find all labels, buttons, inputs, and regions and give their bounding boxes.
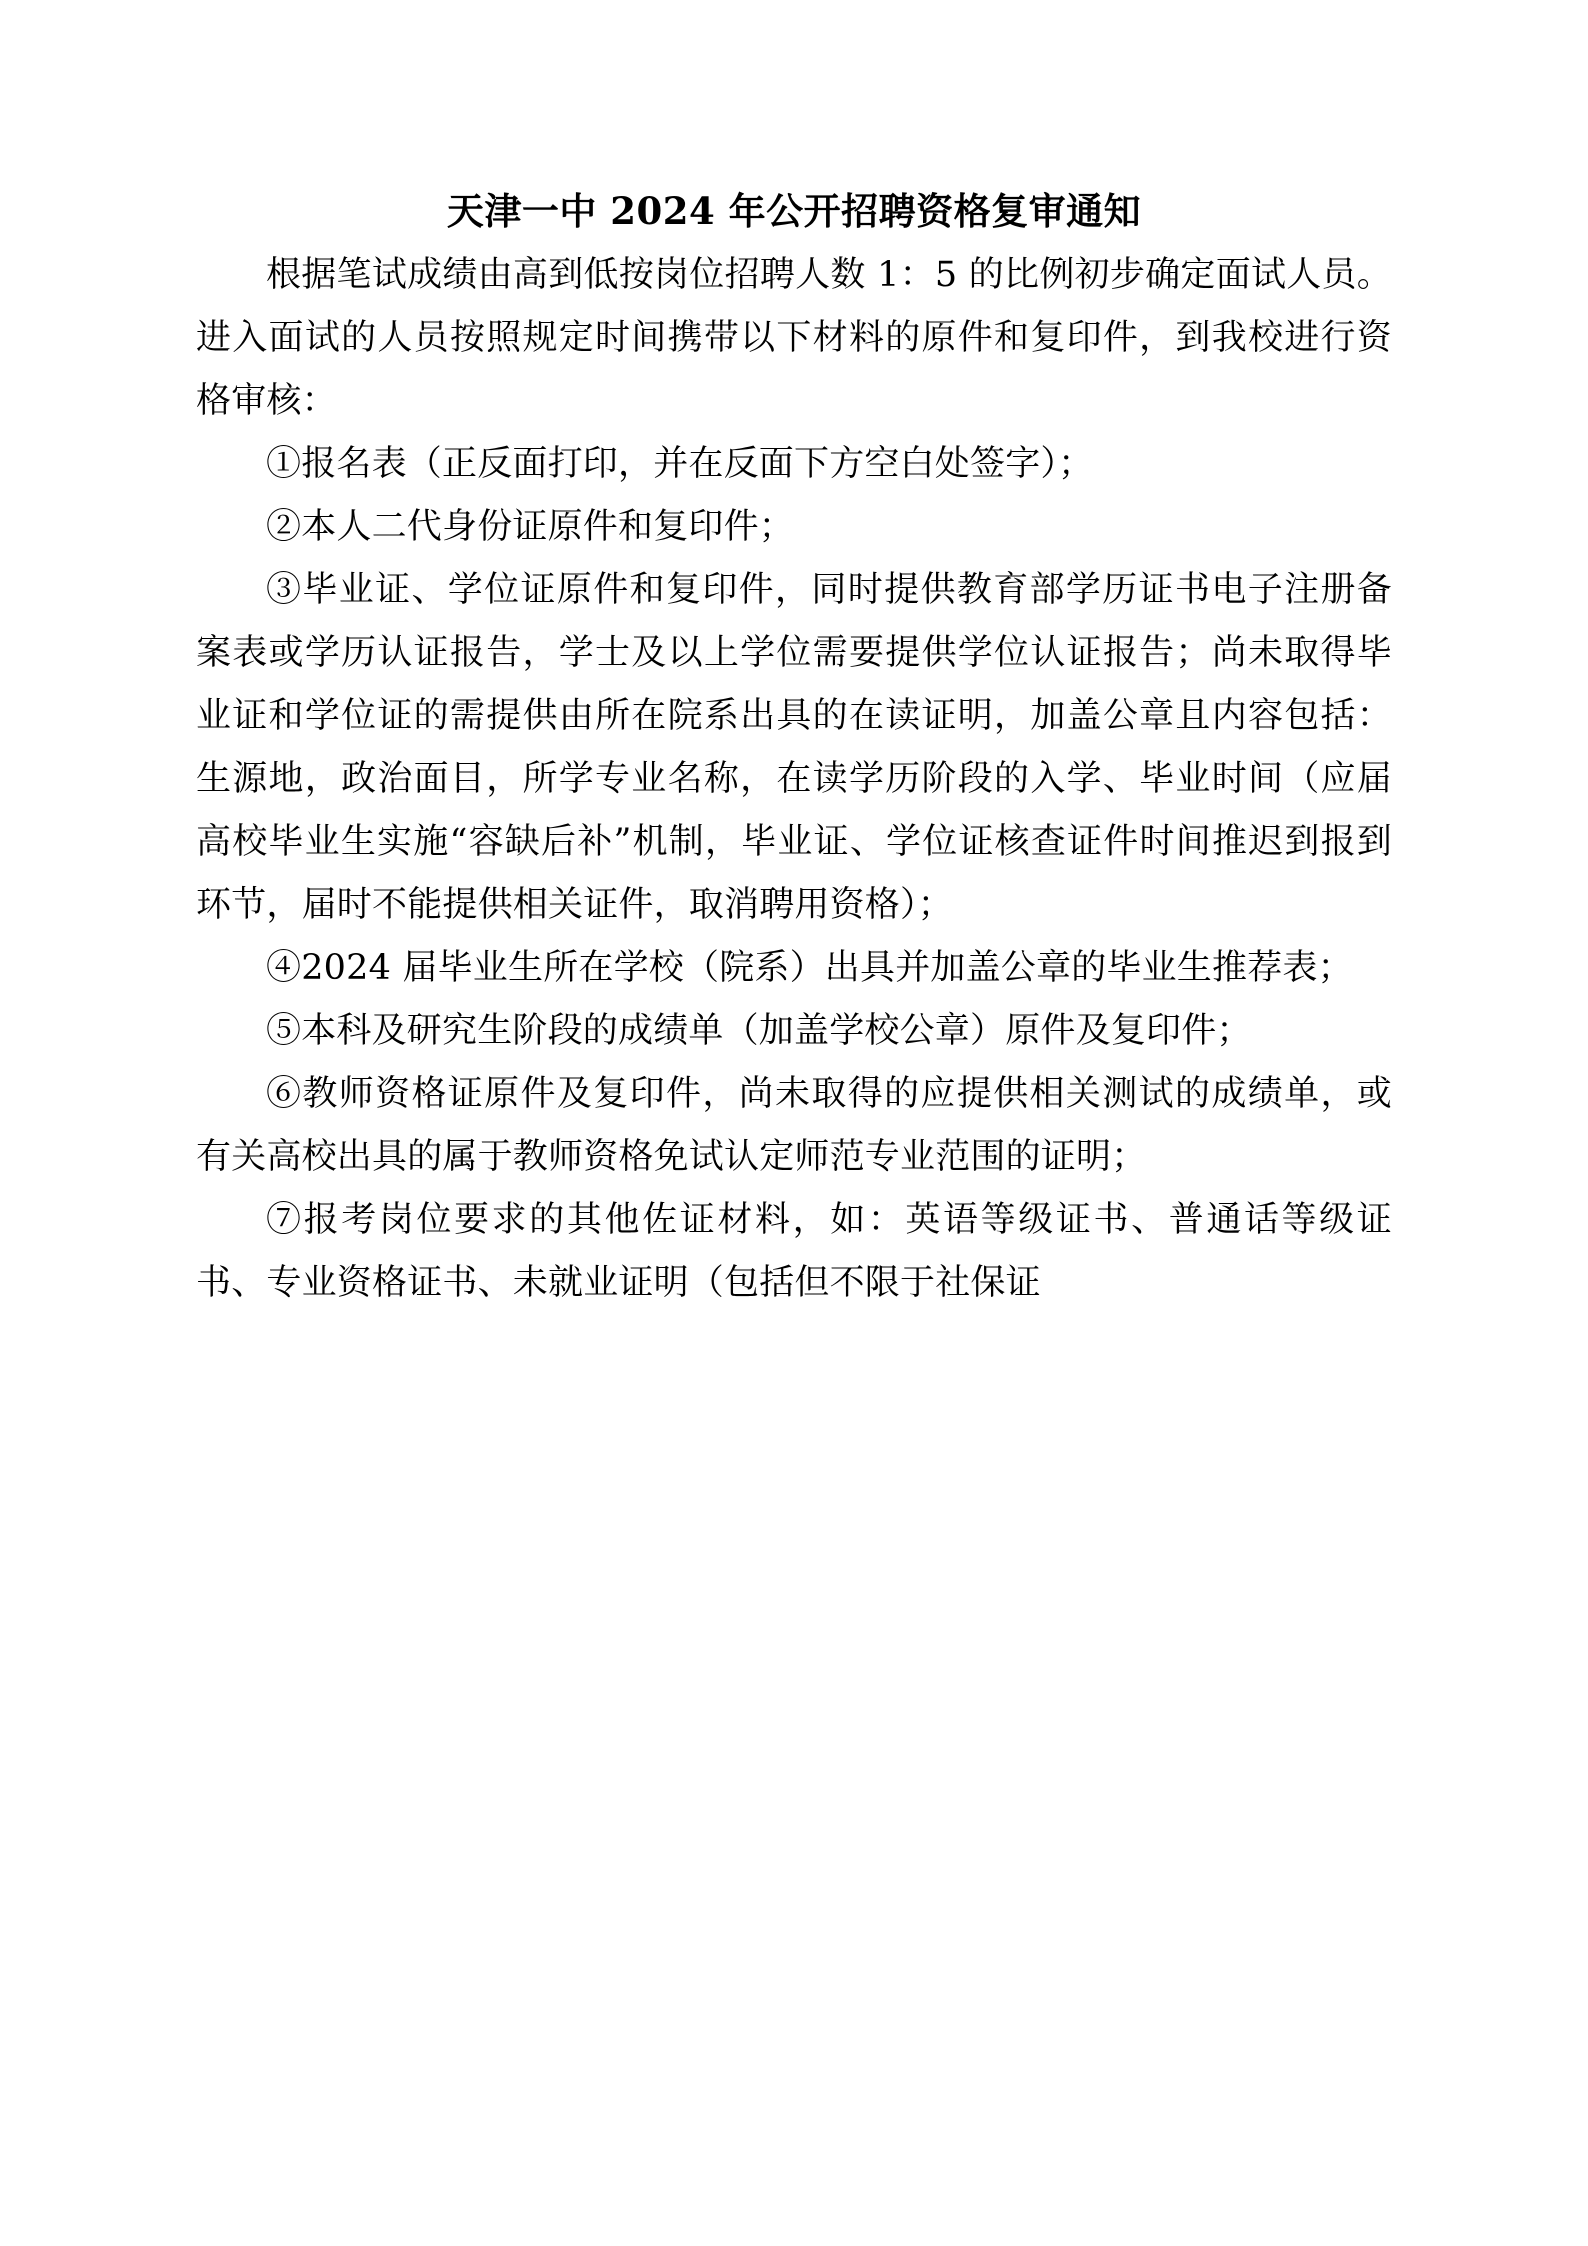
paragraph-intro: 根据笔试成绩由高到低按岗位招聘人数 1：5 的比例初步确定面试人员。进入面试的人员按照规定时间携带以下材料的原件和复印件，到我校进行资格审核：: [196, 254, 1392, 421]
paragraph-item-2: ②本人二代身份证原件和复印件；: [266, 506, 795, 547]
page-title: 天津一中 2024 年公开招聘资格复审通知: [446, 189, 1142, 233]
paragraph-item-6: ⑥教师资格证原件及复印件，尚未取得的应提供相关测试的成绩单，或有关高校出具的属于教师资格免试认定师范专业范围的证明；: [196, 1073, 1392, 1177]
paragraph-item-3: ③毕业证、学位证原件和复印件，同时提供教育部学历证书电子注册备案表或学历认证报告，学士及以上学位需要提供学位认证报告；尚未取得毕业证和学位证的需提供由所在院系出具的在读证明，加盖公章且内容包括：生源地，政治面目，所学专业名称，在读学历阶段的入学、毕业时间（应届高校毕业生实施“容缺后补”机制，毕业证、学位证核查证件时间推迟到报到环节，届时不能提供相关证件，取消聘用资格）；: [196, 569, 1392, 925]
paragraph-item-1: ①报名表（正反面打印，并在反面下方空白处签字）；: [266, 443, 1094, 484]
paragraph-item-7: ⑦报考岗位要求的其他佐证材料，如：英语等级证书、普通话等级证书、专业资格证书、未就业证明（包括但不限于社保证: [196, 1199, 1392, 1303]
paragraph-item-5: ⑤本科及研究生阶段的成绩单（加盖学校公章）原件及复印件；: [266, 1010, 1252, 1051]
paragraph-item-4: ④2024 届毕业生所在学校（院系）出具并加盖公章的毕业生推荐表；: [266, 947, 1353, 988]
